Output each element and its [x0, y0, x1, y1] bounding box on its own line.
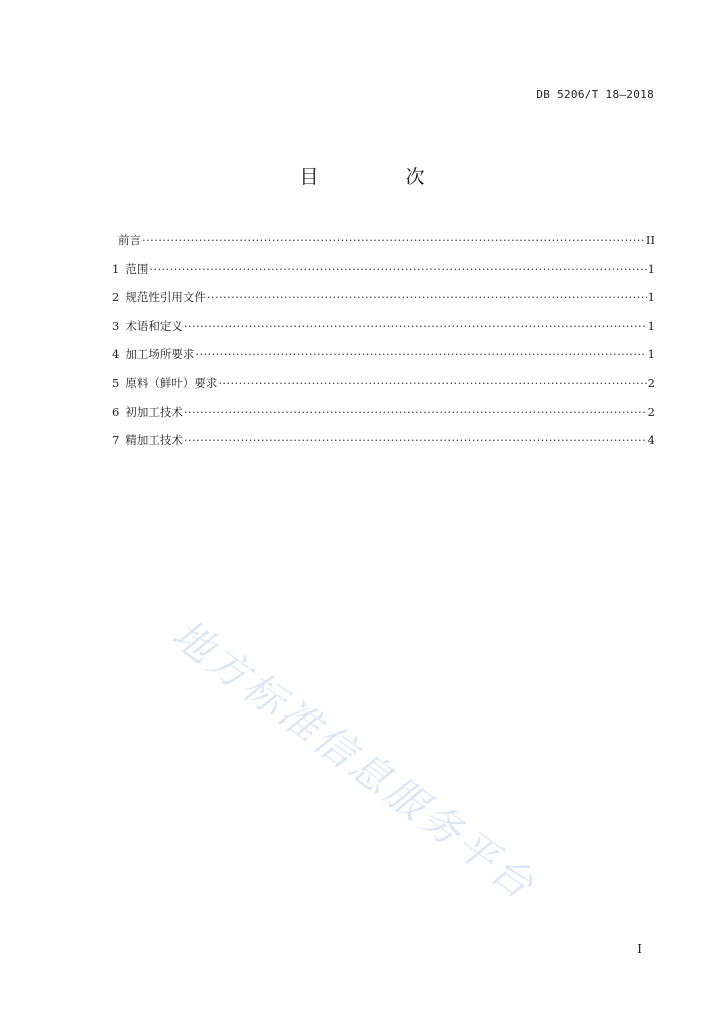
- table-of-contents: [112, 232, 655, 461]
- watermark: 地方标准信息服务平台: [163, 611, 545, 910]
- toc-leader-dots: [184, 433, 647, 447]
- toc-entry-page: 2: [647, 375, 655, 390]
- toc-leader-dots: [149, 262, 646, 276]
- toc-entry-number: 7: [112, 433, 120, 448]
- toc-entry-label: 范围: [125, 261, 149, 276]
- toc-entry-label: 术语和定义: [125, 318, 183, 333]
- toc-entry-number: 4: [112, 347, 120, 362]
- toc-entry-1[interactable]: [112, 261, 655, 290]
- toc-entry-number: 5: [112, 375, 120, 390]
- toc-entry-label: 初加工技术: [125, 404, 183, 419]
- toc-entry-number: 3: [112, 318, 120, 333]
- toc-entry-label: 原料（鲜叶）要求: [125, 375, 218, 390]
- toc-entry-page: 2: [647, 404, 655, 419]
- toc-entry-page: 1: [647, 290, 655, 305]
- toc-entry-2[interactable]: [112, 289, 655, 318]
- toc-entry-page: 1: [647, 261, 655, 276]
- toc-entry-foreword[interactable]: [112, 232, 655, 261]
- toc-entry-page: 4: [647, 433, 655, 448]
- toc-entry-4[interactable]: [112, 346, 655, 375]
- toc-title: 目 次: [299, 166, 459, 188]
- toc-entry-page: 1: [647, 347, 655, 362]
- document-code: DB 5206/T 18—2018: [536, 88, 654, 101]
- toc-leader-dots: [207, 290, 647, 304]
- toc-leader-dots: [184, 319, 647, 333]
- toc-entry-number: 1: [112, 261, 120, 276]
- toc-entry-page: 1: [647, 318, 655, 333]
- toc-entry-label: 前言: [118, 233, 141, 247]
- toc-entry-label: 精加工技术: [125, 433, 183, 448]
- toc-entry-number: 2: [112, 290, 120, 305]
- toc-entry-3[interactable]: [112, 318, 655, 347]
- toc-leader-dots: [142, 233, 645, 247]
- toc-entry-6[interactable]: [112, 404, 655, 433]
- toc-entry-7[interactable]: [112, 432, 655, 461]
- toc-leader-dots: [195, 347, 646, 361]
- toc-entry-label: 规范性引用文件: [125, 290, 206, 305]
- toc-entry-label: 加工场所要求: [125, 347, 195, 362]
- toc-entry-page: II: [645, 233, 655, 247]
- toc-entry-number: 6: [112, 404, 120, 419]
- toc-leader-dots: [184, 405, 647, 419]
- page-number: I: [637, 942, 642, 956]
- toc-entry-5[interactable]: [112, 375, 655, 404]
- toc-leader-dots: [218, 376, 646, 390]
